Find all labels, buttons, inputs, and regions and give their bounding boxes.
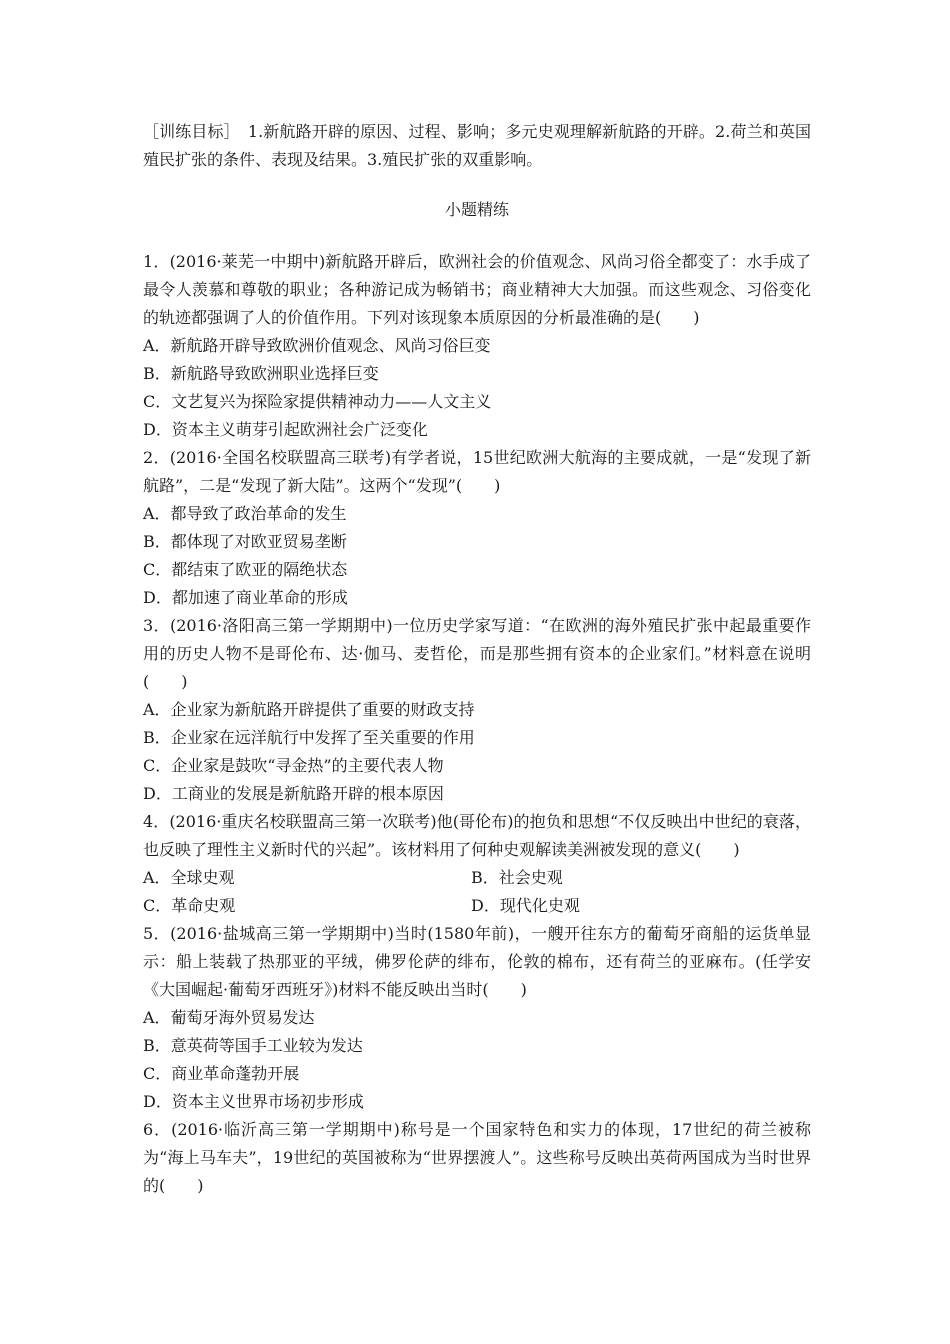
option-b: B．新航路导致欧洲职业选择巨变 bbox=[143, 364, 379, 383]
option-d: D．资本主义萌芽引起欧洲社会广泛变化 bbox=[143, 420, 428, 439]
option-a: A．企业家为新航路开辟提供了重要的财政支持 bbox=[143, 700, 475, 719]
option-a: A．新航路开辟导致欧洲价值观念、风尚习俗巨变 bbox=[143, 336, 491, 355]
option-b: B．都体现了对欧亚贸易垄断 bbox=[143, 532, 347, 551]
question-2 bbox=[143, 444, 811, 612]
document-page bbox=[143, 118, 811, 1200]
option-c: C．企业家是鼓吹“寻金热”的主要代表人物 bbox=[143, 756, 444, 775]
option-c: C．文艺复兴为探险家提供精神动力——人文主义 bbox=[143, 392, 492, 411]
option-grid bbox=[143, 864, 811, 920]
question-stem: 5．(2016·盐城高三第一学期期中)当时(1580年前)，一艘开往东方的葡萄牙商船的运货单显示：船上装载了热那亚的平绒，佛罗伦萨的绯布，伦敦的棉布，还有荷兰的亚麻布。(任学安《大国崛起·葡萄牙西班牙》)材料不能反映出当时( ) bbox=[143, 924, 811, 999]
option-b: B．企业家在远洋航行中发挥了至关重要的作用 bbox=[143, 728, 475, 747]
option-a: A．葡萄牙海外贸易发达 bbox=[143, 1008, 315, 1027]
question-3 bbox=[143, 612, 811, 808]
option-b: B．社会史观 bbox=[471, 868, 563, 887]
option-c: C．革命史观 bbox=[143, 896, 236, 915]
question-stem: 4．(2016·重庆名校联盟高三第一次联考)他(哥伦布)的抱负和思想“不仅反映出中世纪的衰落，也反映了理性主义新时代的兴起”。该材料用了何种史观解读美洲被发现的意义( ) bbox=[143, 812, 811, 859]
question-4 bbox=[143, 808, 811, 920]
option-a: A．全球史观 bbox=[143, 868, 235, 887]
option-d: D．工商业的发展是新航路开辟的根本原因 bbox=[143, 784, 444, 803]
training-goal: ［训练目标］ 1.新航路开辟的原因、过程、影响；多元史观理解新航路的开辟。2.荷兰和英国殖民扩张的条件、表现及结果。3.殖民扩张的双重影响。 bbox=[143, 122, 811, 169]
option-d: D．都加速了商业革命的形成 bbox=[143, 588, 348, 607]
question-stem: 2．(2016·全国名校联盟高三联考)有学者说，15世纪欧洲大航海的主要成就，一是“发现了新航路”，二是“发现了新大陆”。这两个“发现”( ) bbox=[143, 448, 811, 495]
option-d: D．现代化史观 bbox=[471, 896, 580, 915]
section-title: 小题精练 bbox=[444, 200, 509, 219]
question-stem: 6．(2016·临沂高三第一学期期中)称号是一个国家特色和实力的体现，17世纪的荷兰被称为“海上马车夫”，19世纪的英国被称为“世界摆渡人”。这些称号反映出英荷两国成为当时世界的( ) bbox=[143, 1120, 811, 1195]
question-stem: 3．(2016·洛阳高三第一学期期中)一位历史学家写道：“在欧洲的海外殖民扩张中起最重要作用的历史人物不是哥伦布、达·伽马、麦哲伦，而是那些拥有资本的企业家们。”材料意在说明( ) bbox=[143, 616, 811, 691]
option-b: B．意英荷等国手工业较为发达 bbox=[143, 1036, 363, 1055]
option-c: C．都结束了欧亚的隔绝状态 bbox=[143, 560, 348, 579]
option-d: D．资本主义世界市场初步形成 bbox=[143, 1092, 364, 1111]
question-stem: 1．(2016·莱芜一中期中)新航路开辟后，欧洲社会的价值观念、风尚习俗全都变了：水手成了最令人羡慕和尊敬的职业；各种游记成为畅销书；商业精神大大加强。而这些观念、习俗变化的轨迹都强调了人的价值作用。下列对该现象本质原因的分析最准确的是( ) bbox=[143, 252, 811, 327]
option-c: C．商业革命蓬勃开展 bbox=[143, 1064, 300, 1083]
question-1 bbox=[143, 248, 811, 444]
option-a: A．都导致了政治革命的发生 bbox=[143, 504, 347, 523]
question-6 bbox=[143, 1116, 811, 1200]
question-5 bbox=[143, 920, 811, 1116]
